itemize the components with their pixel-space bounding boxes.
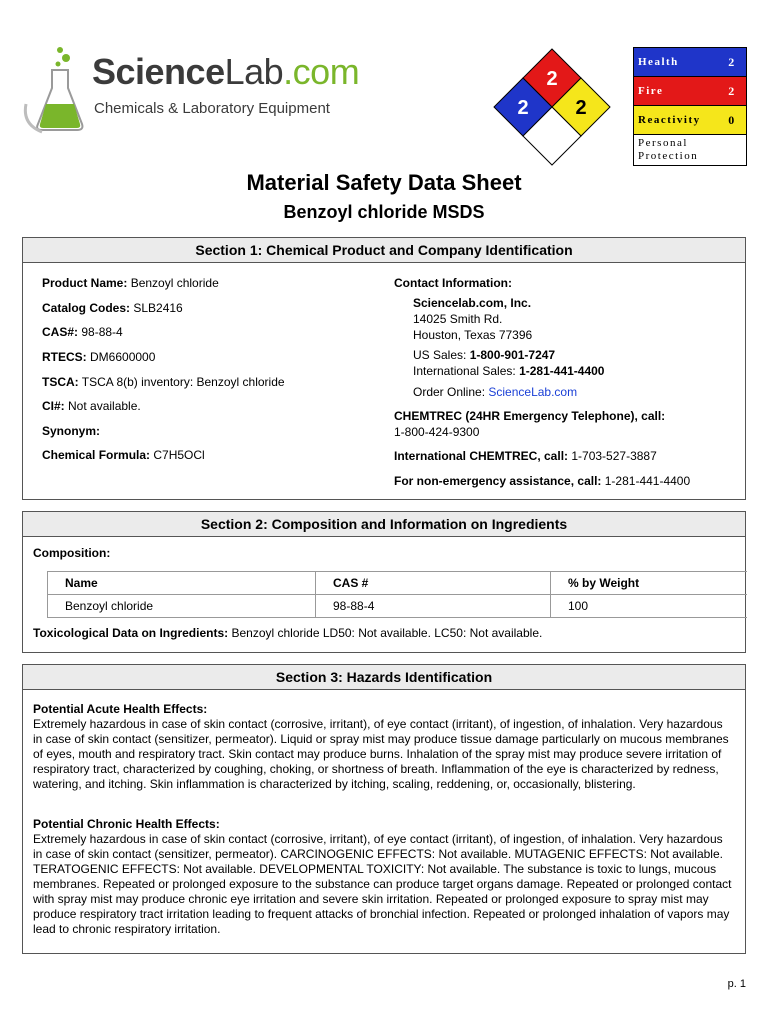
logo-lab: Lab	[224, 51, 284, 92]
hmis-reactivity-value: 0	[728, 112, 736, 127]
table-row	[48, 595, 748, 618]
intl-chemtrec-label: International CHEMTREC, call:	[394, 449, 569, 463]
document-title: Material Safety Data Sheet	[246, 170, 522, 195]
document-subtitle: Benzoyl chloride MSDS	[283, 202, 485, 222]
logo-wordmark	[92, 52, 359, 92]
section-1	[22, 237, 746, 500]
composition-table	[47, 571, 747, 618]
cas-field	[42, 325, 123, 340]
tsca-label: TSCA:	[42, 375, 79, 389]
column-header-cas: CAS #	[316, 572, 551, 595]
intl-chemtrec-field	[394, 449, 657, 464]
chronic-effects-label: Potential Chronic Health Effects:	[33, 817, 220, 831]
hmis-pp-line1: Personal	[638, 137, 688, 149]
logo-com: .com	[283, 51, 360, 92]
rtecs-value: DM6600000	[86, 350, 156, 364]
intl-sales-field	[413, 364, 604, 379]
intl-sales-label: International Sales:	[413, 364, 520, 378]
tsca-field	[42, 375, 285, 390]
tox-data-label: Toxicological Data on Ingredients:	[33, 626, 229, 640]
tox-data-text: Benzoyl chloride LD50: Not available. LC50: Not available.	[228, 626, 543, 640]
chemical-formula-label: Chemical Formula:	[42, 448, 151, 462]
catalog-codes-value: SLB2416	[130, 301, 183, 315]
cell-name: Benzoyl chloride	[48, 595, 316, 618]
intl-sales-phone: 1-281-441-4400	[519, 364, 605, 378]
product-name-field	[42, 276, 219, 291]
product-name-label: Product Name:	[42, 276, 128, 290]
order-online-link[interactable]: ScienceLab.com	[488, 385, 578, 399]
section-1-heading: Section 1: Chemical Product and Company Identification	[23, 238, 745, 263]
hmis-pp-line2: Protection	[638, 150, 699, 162]
nfpa-fire-value: 2	[546, 68, 558, 90]
hmis-health-row	[634, 48, 746, 77]
hmis-reactivity-label: Reactivity	[638, 114, 701, 126]
synonym-field	[42, 424, 100, 439]
us-sales-field	[413, 348, 555, 363]
hmis-health-value: 2	[728, 54, 736, 69]
column-header-name: Name	[48, 572, 316, 595]
column-header-weight: % by Weight	[551, 572, 748, 595]
ci-field	[42, 399, 141, 414]
non-emergency-phone: 1-281-441-4400	[601, 474, 691, 488]
order-online-label: Order Online:	[413, 385, 489, 399]
nfpa-reactivity-value: 2	[575, 97, 587, 119]
non-emergency-label: For non-emergency assistance, call:	[394, 474, 602, 488]
cas-value: 98-88-4	[78, 325, 123, 339]
chemtrec-label: CHEMTREC (24HR Emergency Telephone), call:	[394, 409, 666, 423]
hmis-fire-value: 2	[728, 83, 736, 98]
chemtrec-phone: 1-800-424-9300	[394, 425, 480, 439]
section-3-heading: Section 3: Hazards Identification	[23, 665, 745, 690]
contact-info-label: Contact Information:	[394, 276, 512, 290]
company-name: Sciencelab.com, Inc.	[413, 296, 532, 310]
chemical-formula-field	[42, 448, 205, 463]
logo-science: Science	[92, 51, 225, 92]
ci-value: Not available.	[64, 399, 141, 413]
company-address-line1: 14025 Smith Rd.	[413, 312, 503, 326]
section-3	[22, 664, 746, 954]
hmis-fire-row	[634, 77, 746, 106]
cas-label: CAS#:	[42, 325, 79, 339]
product-name-value: Benzoyl chloride	[127, 276, 219, 290]
tsca-value: TSCA 8(b) inventory: Benzoyl chloride	[78, 375, 285, 389]
flask-icon	[22, 44, 92, 134]
tox-data-field	[33, 626, 542, 641]
company-address-line2: Houston, Texas 77396	[413, 328, 533, 342]
acute-effects-text: Extremely hazardous in case of skin contact (corrosive, irritant), of eye contact (irritant), of ingestion, of inhalation. Very hazardous in case of skin contact (sensitizer, permeator). Liquid or spray mist may produce tissue damage particularly on mucous membranes of eyes, mouth and respiratory tract. Skin contact may produce burns. Inhalation of the spray mist may produce severe irritation of respiratory tract, characterized by coughing, choking, or shortness of breath. Inflammation of the eye is characterized by redness, watering, and itching. Skin inflammation is characterized by itching, scaling, reddening, or, occasionally, blistering.	[33, 717, 729, 791]
hmis-health-label: Health	[638, 56, 679, 68]
page-number: p. 1	[727, 978, 746, 990]
rtecs-label: RTECS:	[42, 350, 87, 364]
cell-weight: 100	[551, 595, 748, 618]
sciencelab-logo	[22, 44, 360, 134]
catalog-codes-label: Catalog Codes:	[42, 301, 131, 315]
chemical-formula-value: C7H5OCl	[150, 448, 205, 462]
catalog-codes-field	[42, 301, 183, 316]
order-online-field	[413, 385, 577, 400]
composition-label: Composition:	[33, 546, 111, 560]
acute-effects-label: Potential Acute Health Effects:	[33, 702, 208, 716]
cell-cas: 98-88-4	[316, 595, 551, 618]
hmis-reactivity-row	[634, 106, 746, 135]
logo-tagline: Chemicals & Laboratory Equipment	[94, 100, 330, 117]
hmis-label	[633, 47, 747, 166]
chronic-effects-text: Extremely hazardous in case of skin contact (corrosive, irritant), of eye contact (irritant), of ingestion, of inhalation. Very hazardous in case of skin contact (sensitizer, permeator). CARCINOGENIC EFFECTS: Not available. MUTAGENIC EFFECTS: Not available. TERATOGENIC EFFECTS: Not available. DEVELOPMENTAL TOXICITY: Not available. The substance is toxic to lungs, mucous membranes. Repeated or prolonged exposure to the substance can produce target organs damage. Repeated or prolonged contact with spray mist may produce chronic eye irritation and severe skin irritation. Repeated or prolonged exposure to spray mist may produce respiratory tract irritation leading to frequent attacks of bronchial infection. Repeated or prolonged inhalation of vapors may lead to chronic respiratory irritation.	[33, 832, 732, 936]
hmis-fire-label: Fire	[638, 85, 664, 97]
us-sales-phone: 1-800-901-7247	[469, 348, 556, 362]
ci-label: CI#:	[42, 399, 65, 413]
nfpa-diamond	[493, 48, 611, 166]
rtecs-field	[42, 350, 155, 365]
section-2	[22, 511, 746, 653]
synonym-label: Synonym:	[42, 424, 101, 438]
intl-chemtrec-phone: 1-703-527-3887	[568, 449, 657, 463]
non-emergency-field	[394, 474, 690, 489]
composition-table-header	[48, 572, 748, 595]
section-2-heading: Section 2: Composition and Information on Ingredients	[23, 512, 745, 537]
hmis-personal-protection	[634, 135, 746, 165]
us-sales-label: US Sales:	[413, 348, 470, 362]
nfpa-health-value: 2	[517, 97, 529, 119]
